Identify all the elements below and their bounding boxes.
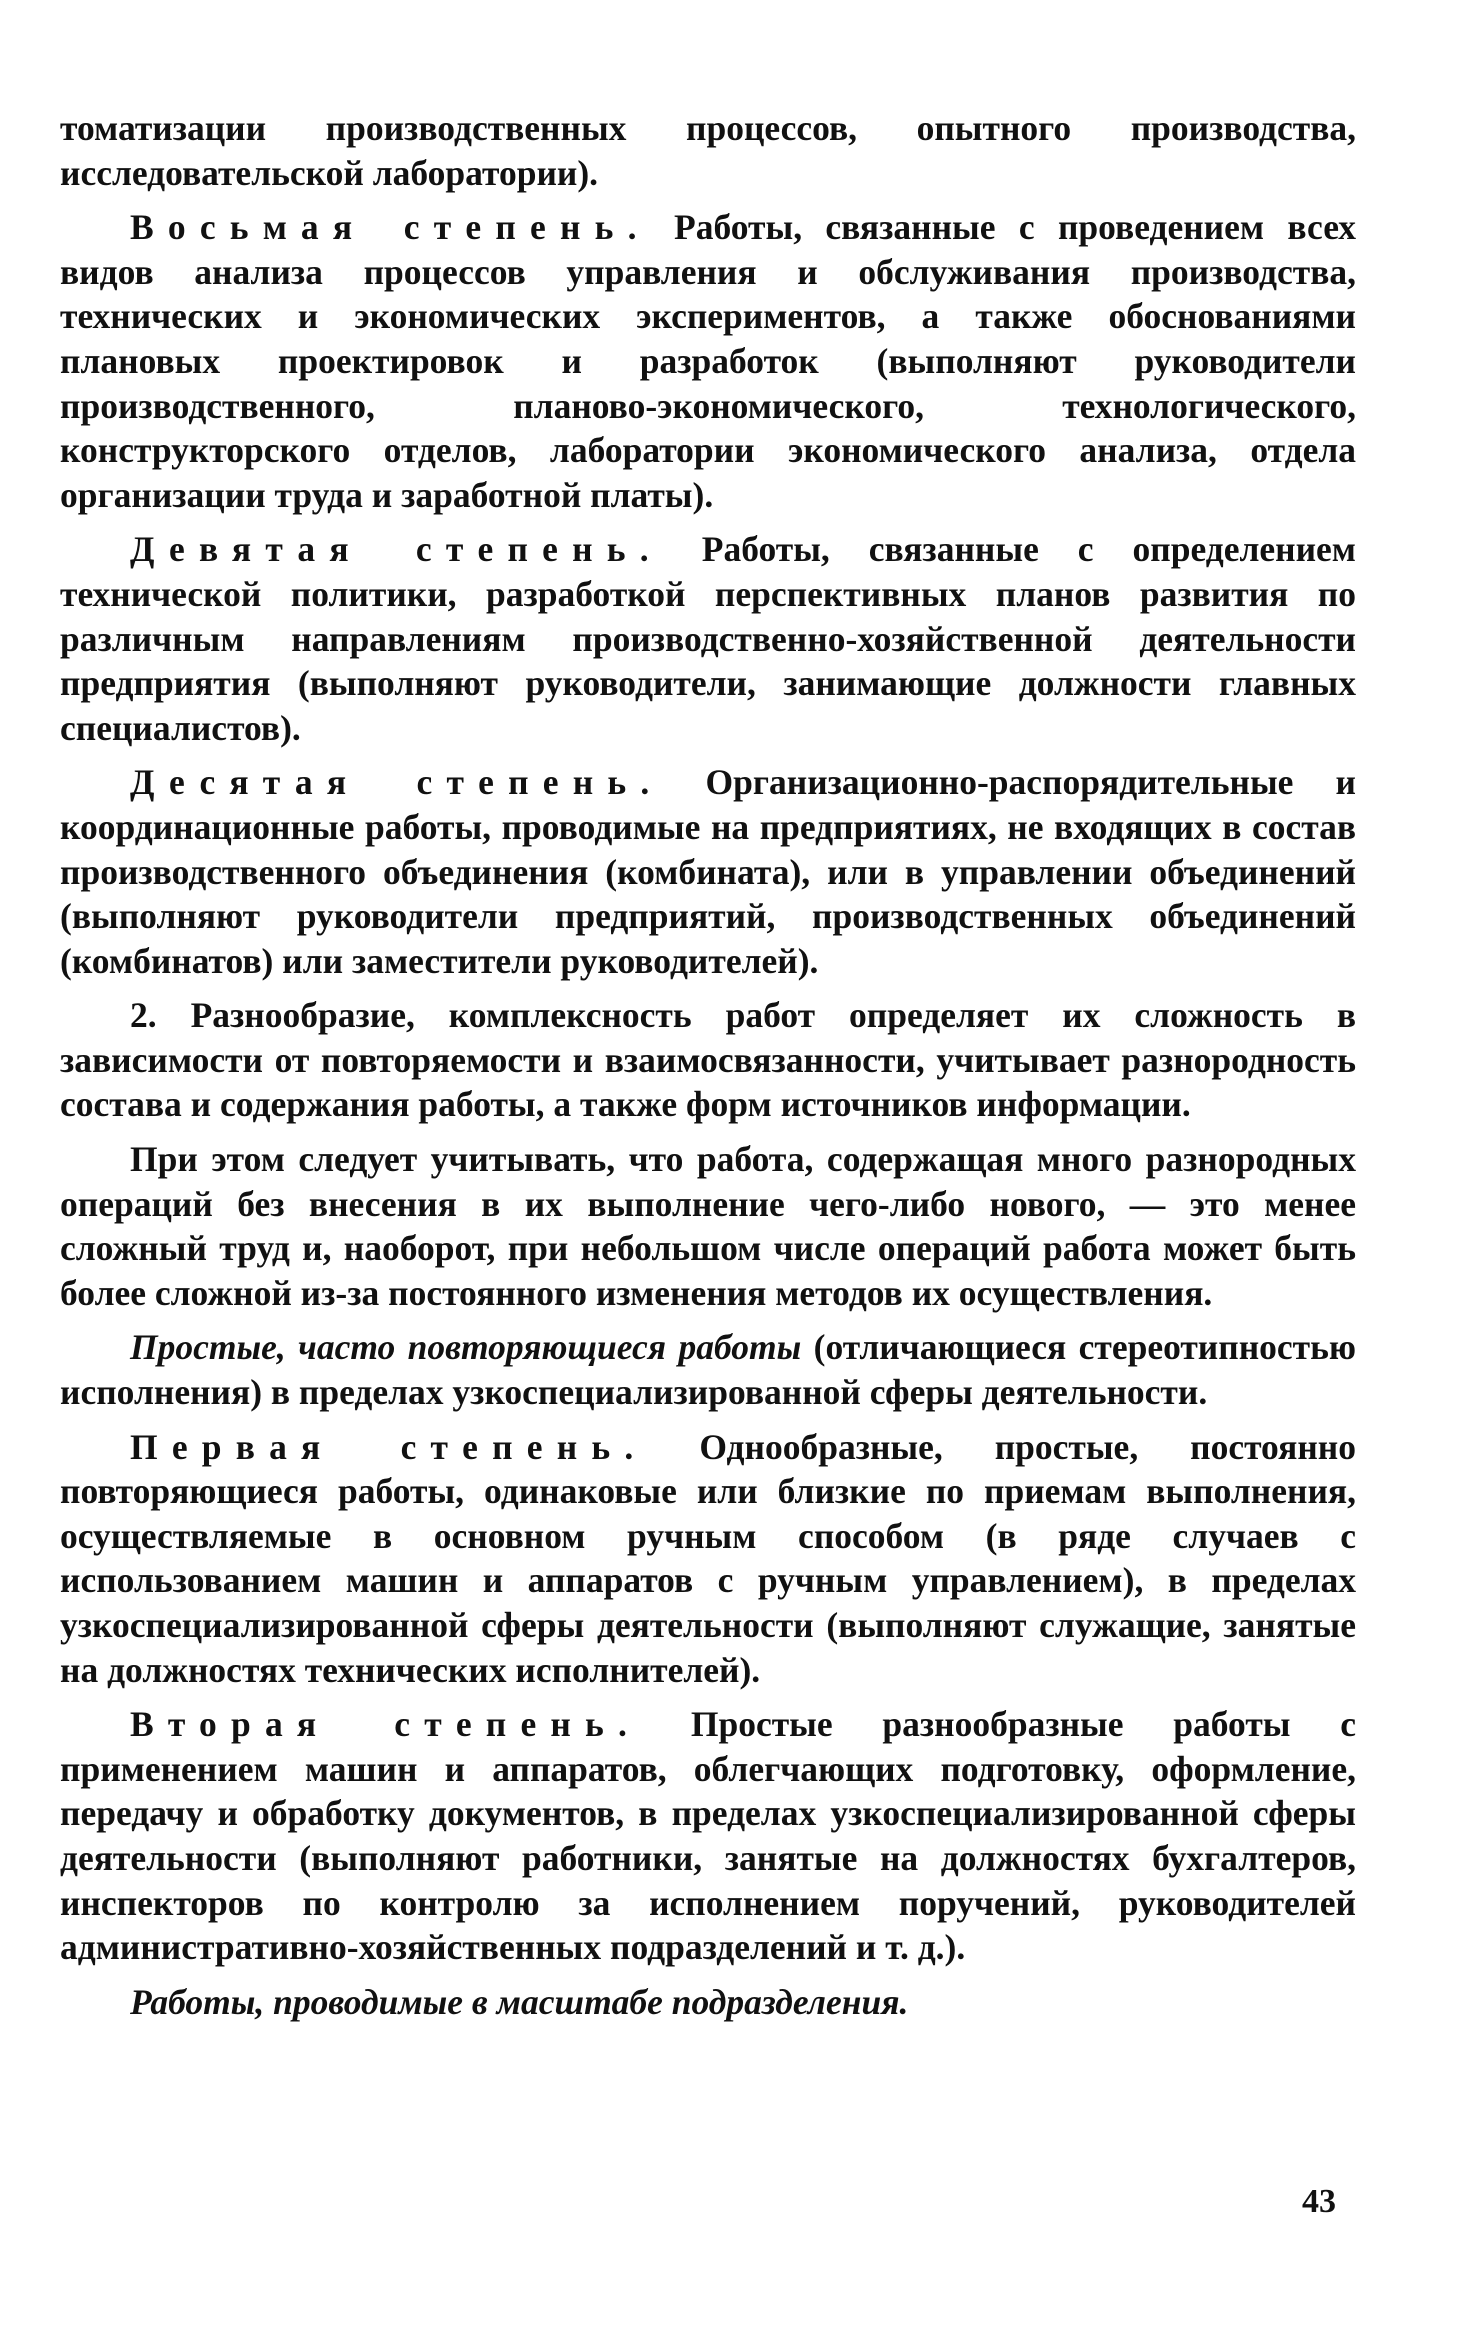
paragraph-simple-works — [60, 1325, 1356, 1414]
paragraph-lead: Девятая степень. — [130, 529, 663, 570]
paragraph-text: При этом следует учитывать, что работа, содержащая много разнородных операций без внесения в их выполнение чего-либо нового, — это менее сложный труд и, наоборот, при небольшом числе операций работа может быть более сложной из-за постоянного изменения методов их осуществления. — [60, 1139, 1356, 1313]
paragraph-text: Работы, связанные с проведением всех видов анализа процессов управления и обслуживания производства, технических и экономических экспериментов, а также обоснованиями плановых проектировок и разработок (выполняют руководители производственного, планово-экономического, технологического, конструкторского отделов, лаборатории экономического анализа, отдела организации труда и заработной платы). — [60, 207, 1356, 515]
paragraph-continuation — [60, 106, 1356, 195]
paragraph-lead: Вторая степень. — [130, 1704, 642, 1745]
paragraph-text: Однообразные, простые, постоянно повторяющиеся работы, одинаковые или близкие по приемам выполнения, осуществляемые в основном ручным способом (в ряде случаев с использованием машин и аппаратов с ручным управлением), в пределах узкоспециализированной сферы деятельности (выполняют служащие, занятые на должностях технических исполнителей). — [60, 1426, 1356, 1690]
paragraph-lead: Первая степень. — [130, 1426, 648, 1467]
paragraph-first-degree — [60, 1425, 1356, 1693]
paragraph-lead: Восьмая степень. — [130, 207, 651, 248]
paragraph-ninth-degree — [60, 527, 1356, 750]
paragraph-text: 2. Разнообразие, комплексность работ определяет их сложность в зависимости от повторяемости и взаимосвязанности, учитывает разнородность состава и содержания работы, а также форм источников информации. — [60, 995, 1356, 1125]
paragraph-text: Работы, связанные с определением технической политики, разработкой перспективных планов развития по различным направлениям производственно-хозяйственной деятельности предприятия (выполняют руководители, занимающие должности главных специалистов). — [60, 529, 1356, 748]
paragraph-consider — [60, 1137, 1356, 1315]
page-number: 43 — [1302, 2183, 1336, 2220]
page-body — [60, 106, 1356, 2024]
paragraph-diversity — [60, 993, 1356, 1127]
paragraph-lead: Работы, проводимые в масштабе подразделения. — [130, 1981, 909, 2022]
paragraph-text: (отличающиеся стереотипностью исполнения) в пределах узкоспециализированной сферы деятельности. — [60, 1327, 1356, 1413]
paragraph-lead: Десятая степень. — [130, 762, 664, 803]
paragraph-text: Организационно-распорядительные и координационные работы, проводимые на предприятиях, не входящих в состав производственного объединения (комбината), или в управлении объединений (выполняют руководители предприятий, производственных объединений (комбинатов) или заместители руководителей). — [60, 762, 1356, 981]
paragraph-eighth-degree — [60, 205, 1356, 517]
paragraph-text: томатизации производственных процессов, опытного производства, исследовательской лаборатории). — [60, 108, 1356, 193]
paragraph-text: Простые разнообразные работы с применением машин и аппаратов, облегчающих подготовку, оформление, передачу и обработку документов, в пределах узкоспециализированной сферы деятельности (выполняют работники, занятые на должностях бухгалтеров, инспекторов по контролю за исполнением поручений, руководителей административно-хозяйственных подразделений и т. д.). — [60, 1704, 1356, 1968]
paragraph-subdivision-works — [60, 1980, 1356, 2025]
paragraph-second-degree — [60, 1702, 1356, 1970]
paragraph-tenth-degree — [60, 760, 1356, 983]
paragraph-lead: Простые, часто повторяющиеся работы — [130, 1327, 802, 1368]
